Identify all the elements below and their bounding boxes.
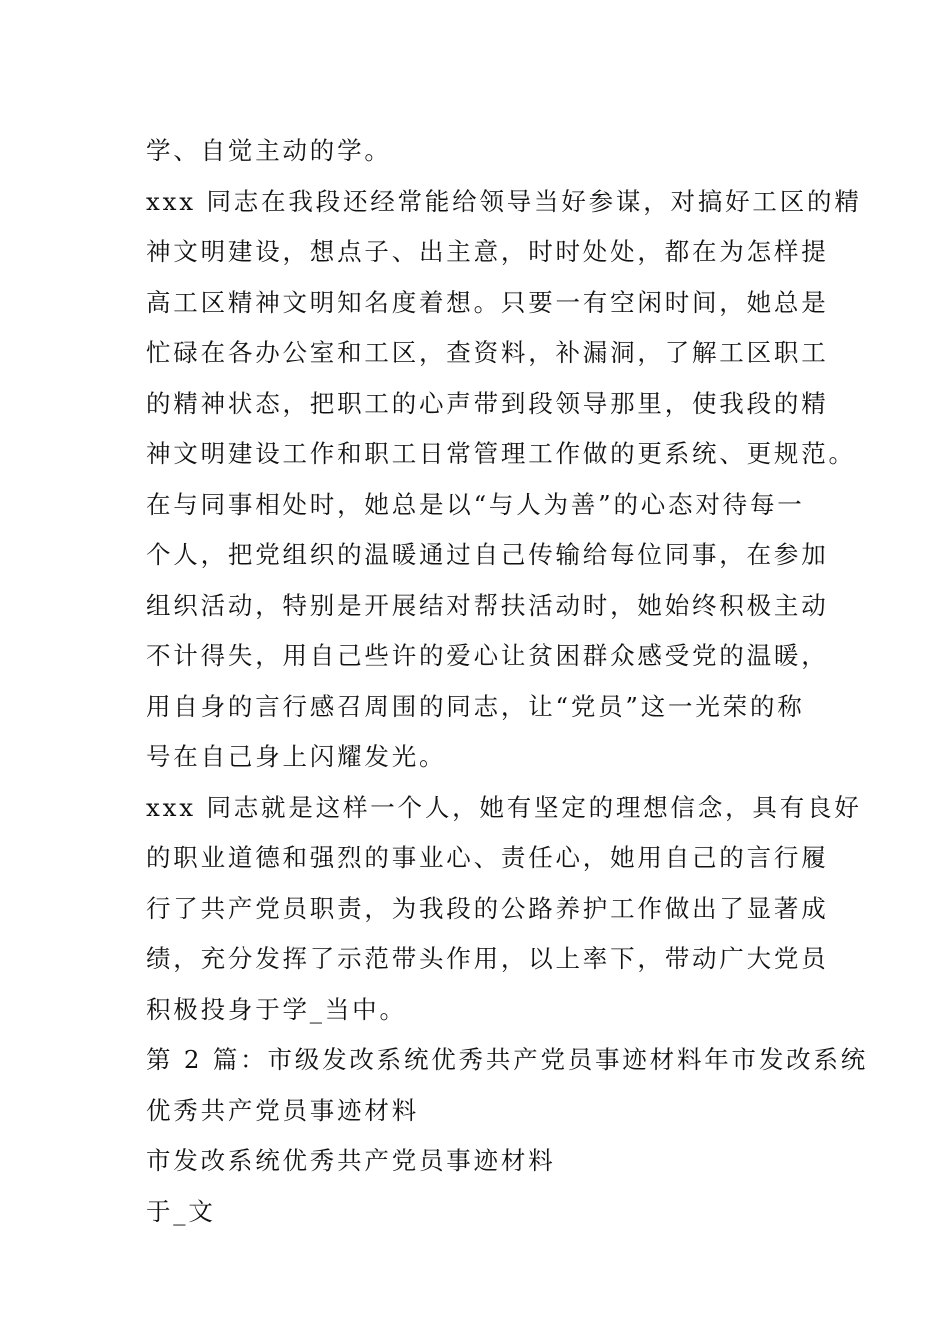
text-line: 的职业道德和强烈的事业心、责任心，她用自己的言行履	[146, 843, 829, 872]
text-line: 高工区精神文明知名度着想。只要一有空闲时间，她总是	[146, 287, 829, 317]
text-line: xxx 同志就是这样一个人，她有坚定的理想信念，具有良好	[146, 792, 862, 822]
text-line: 绩，充分发挥了示范带头作用，以上率下，带动广大党员	[146, 944, 829, 973]
text-line: 于_文	[146, 1196, 216, 1226]
document-title	[146, 1136, 810, 1187]
text-line: 用自身的言行感召周围的同志，让“党员”这一光荣的称	[146, 691, 805, 721]
text-line: 神文明建设，想点子、出主意，时时处处，都在为怎样提	[146, 237, 829, 266]
text-line: 号在自己身上闪耀发光。	[146, 742, 447, 771]
text-line: 优秀共产党员事迹材料	[146, 1095, 419, 1125]
document-body	[146, 126, 869, 1237]
text-line: 第 2 篇：市级发改系统优秀共产党员事迹材料年市发改系统	[146, 1045, 869, 1074]
text-line: 的精神状态，把职工的心声带到段领导那里，使我段的精	[146, 388, 829, 418]
text-line: 市发改系统优秀共产党员事迹材料	[146, 1146, 556, 1175]
paragraph-3	[146, 783, 862, 1036]
text-line: 忙碌在各办公室和工区，查资料，补漏洞，了解工区职工	[146, 338, 829, 367]
text-line: 行了共产党员职责，为我段的公路养护工作做出了显著成	[146, 893, 829, 923]
author-name	[146, 1187, 810, 1238]
text-line: 学、自觉主动的学。	[146, 136, 392, 165]
text-line: 在与同事相处时，她总是以“与人为善”的心态对待每一	[146, 489, 805, 519]
section-heading	[146, 1035, 869, 1136]
paragraph-2	[146, 177, 862, 783]
paragraph-1	[146, 126, 810, 177]
text-line: 积极投身于学_当中。	[146, 994, 407, 1024]
text-line: xxx 同志在我段还经常能给领导当好参谋，对搞好工区的精	[146, 186, 862, 216]
text-line: 组织活动，特别是开展结对帮扶活动时，她始终积极主动	[146, 590, 829, 620]
text-line: 个人，把党组织的温暖通过自己传输给每位同事，在参加	[146, 540, 829, 569]
text-line: 不计得失，用自己些许的爱心让贫困群众感受党的温暖，	[146, 641, 829, 670]
text-line: 神文明建设工作和职工日常管理工作做的更系统、更规范。	[146, 439, 856, 468]
